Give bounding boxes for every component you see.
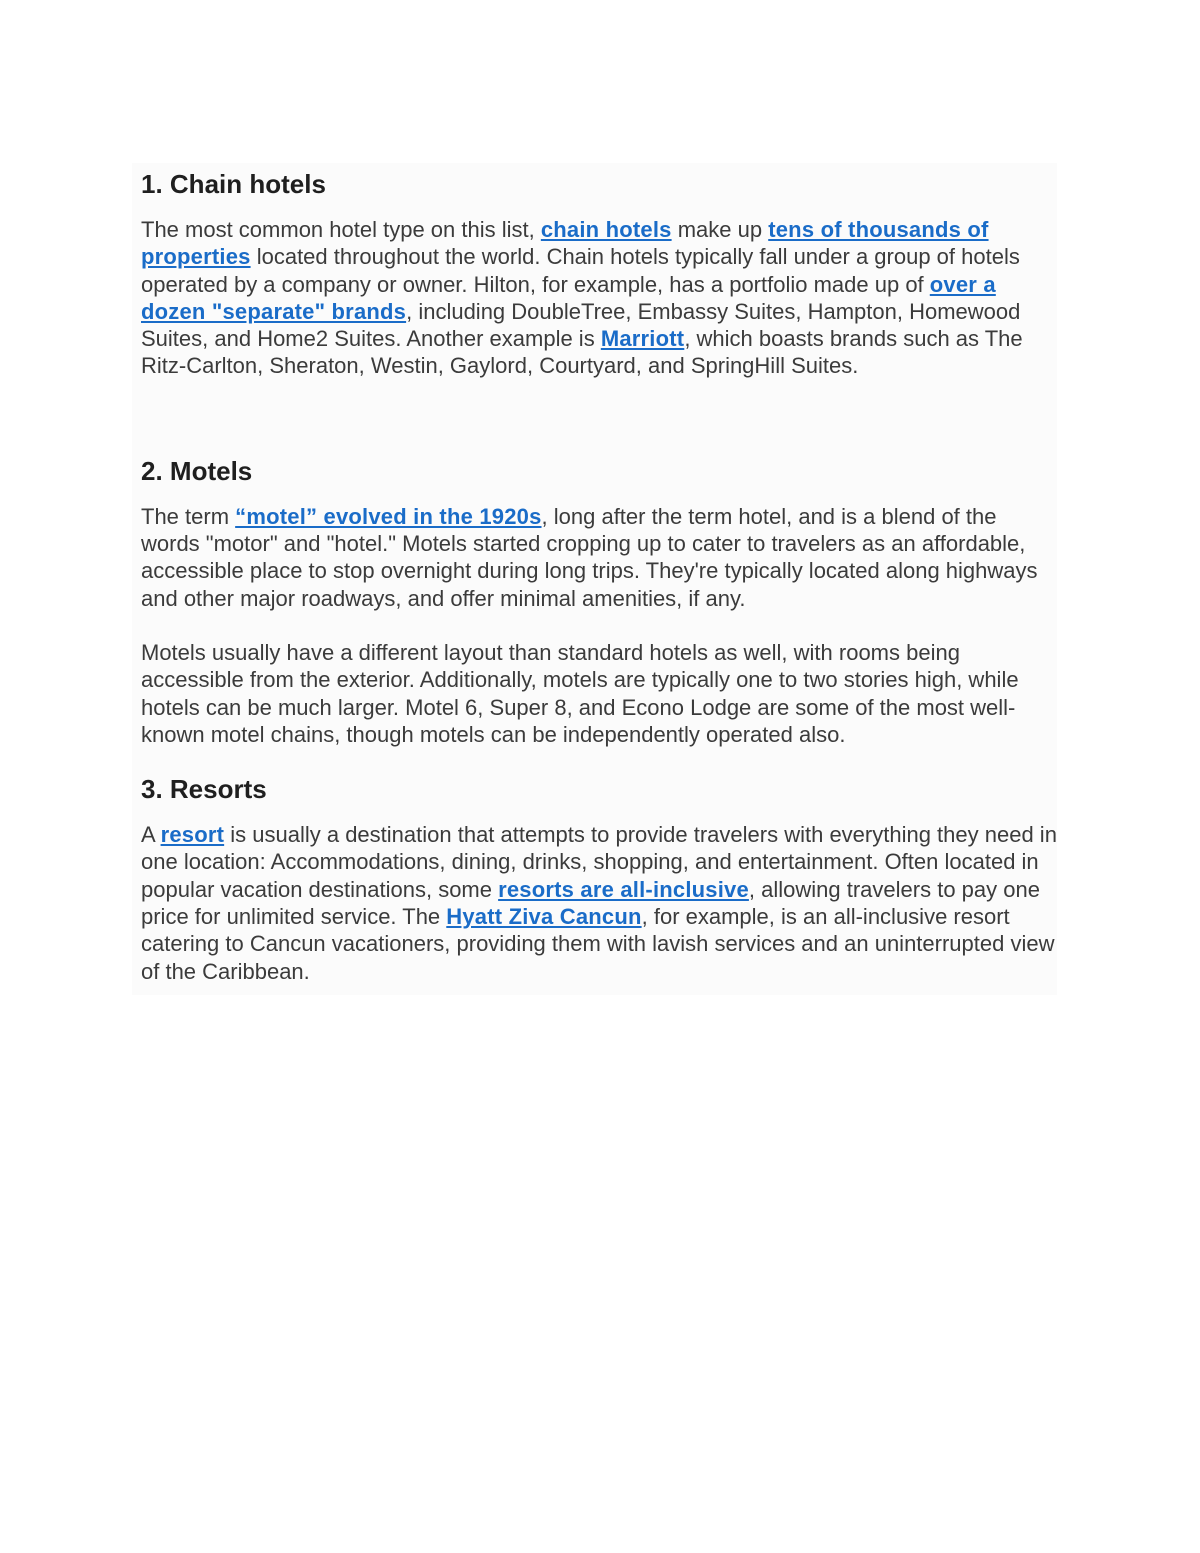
paragraph-text: , allowing travelers to pay one price for unlimited service. The bbox=[141, 876, 1040, 930]
article-content bbox=[132, 163, 1057, 995]
paragraph-text: , for example, is an all-inclusive resort catering to Cancun vacationers, providing them with lavish services and an uninterrupted view of the Caribbean. bbox=[141, 904, 1055, 984]
paragraph-text: is usually a destination that attempts to provide travelers with everything they need in one location: Accommodations, dining, drinks, shopping, and entertainment. Often located in popular vacation destinations, some bbox=[141, 822, 1057, 902]
paragraph-text: , which boasts brands such as The Ritz-Carlton, Sheraton, Westin, Gaylord, Courtyard, and SpringHill Suites. bbox=[141, 326, 1023, 379]
link-motel-evolved[interactable]: “motel” evolved in the 1920s bbox=[235, 503, 542, 529]
section-heading: 1. Chain hotels bbox=[141, 169, 326, 199]
paragraph-text: , long after the term hotel, and is a blend of the words "motor" and "hotel." Motels started cropping up to cater to travelers as an affordable, accessible place to stop overnight during long trips. They're typically located along highways and other major roadways, and offer minimal amenities, if any. bbox=[141, 503, 1038, 611]
link-resorts-all-inclusive[interactable]: resorts are all-inclusive bbox=[498, 876, 749, 902]
section-chain-hotels bbox=[141, 163, 1057, 380]
link-resort[interactable]: resort bbox=[160, 822, 225, 848]
link-hyatt-ziva-cancun[interactable]: Hyatt Ziva Cancun bbox=[446, 904, 642, 930]
section-motels bbox=[141, 450, 1057, 748]
section-paragraph bbox=[141, 503, 1057, 612]
link-chain-hotels[interactable]: chain hotels bbox=[540, 217, 672, 242]
link-tens-of-thousands[interactable]: tens of thousands of properties bbox=[141, 217, 989, 270]
paragraph-text: The term bbox=[141, 503, 236, 529]
section-paragraph bbox=[141, 216, 1057, 380]
paragraph-text: The most common hotel type on this list, bbox=[141, 217, 541, 242]
paragraph-text: located throughout the world. Chain hotels typically fall under a group of hotels operated by a company or owner. Hilton, for example, has a portfolio made up of bbox=[141, 244, 1020, 297]
paragraph-text: Motels usually have a different layout than standard hotels as well, with rooms being accessible from the exterior. Additionally, motels are typically one to two stories high, while hotels can be much larger. Motel 6, Super 8, and Econo Lodge are some of the most well-known motel chains, though motels can be independently operated also. bbox=[141, 639, 1019, 747]
paragraph-text: , including DoubleTree, Embassy Suites, Hampton, Homewood Suites, and Home2 Suites. Another example is bbox=[141, 298, 1021, 352]
paragraph-text: make up bbox=[671, 217, 769, 242]
section-heading: 2. Motels bbox=[141, 455, 253, 486]
link-marriott[interactable]: Marriott bbox=[600, 326, 685, 352]
paragraph-text: A bbox=[141, 822, 161, 848]
section-paragraph bbox=[141, 821, 1057, 985]
section-resorts bbox=[141, 768, 1057, 985]
section-heading: 3. Resorts bbox=[141, 774, 267, 805]
section-paragraph bbox=[141, 639, 1057, 748]
link-over-a-dozen-brands[interactable]: over a dozen "separate" brands bbox=[141, 271, 996, 324]
